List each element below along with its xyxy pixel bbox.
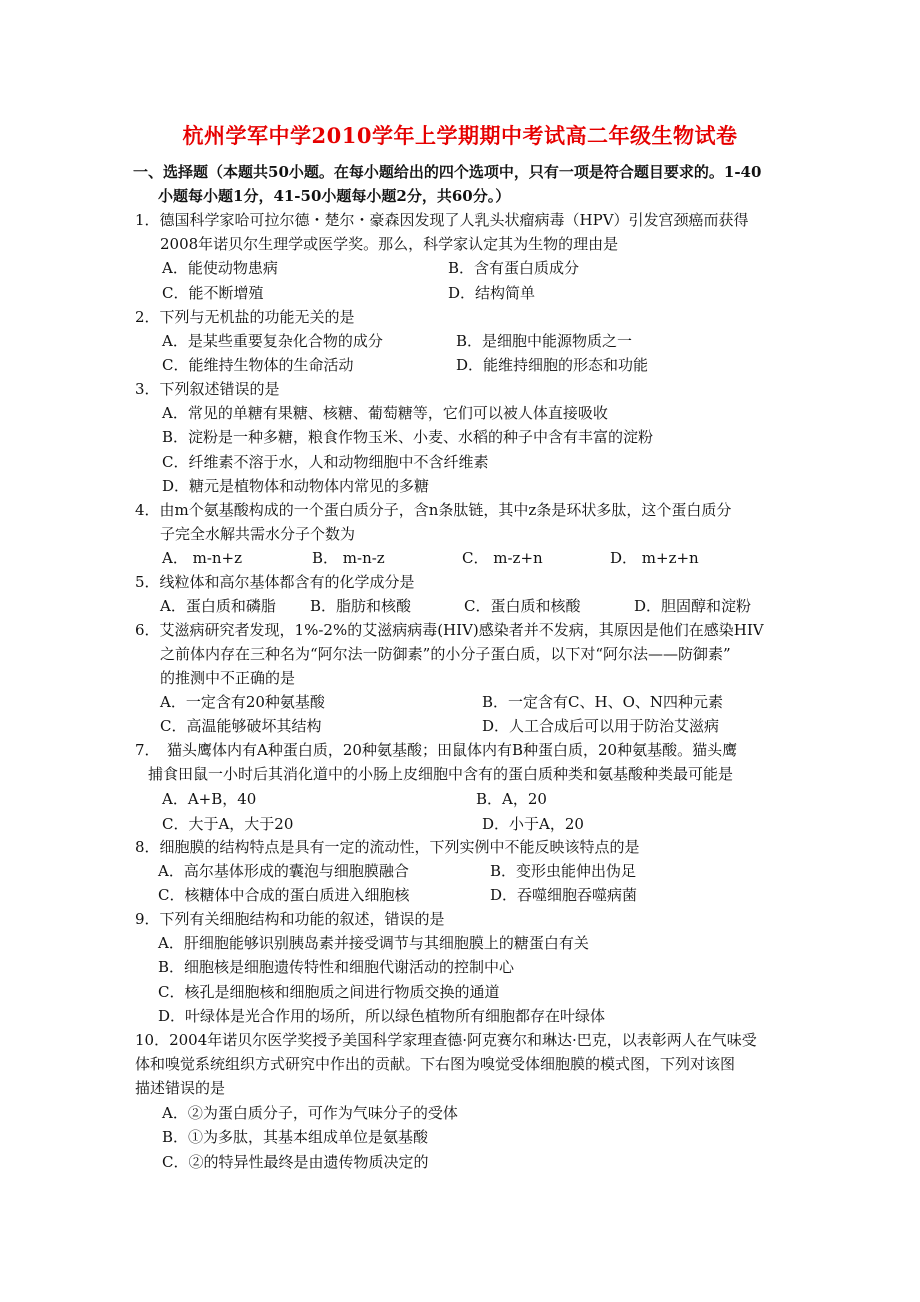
q4-stem-line2: 子完全水解共需水分子个数为 xyxy=(160,525,356,543)
q7-stem-line1: 7． 猫头鹰体内有A种蛋白质，20种氨基酸；田鼠体内有B种蛋白质，20种氨基酸。猫头鹰 xyxy=(135,741,738,759)
q4-stem-line1: 4．由m个氨基酸构成的一个蛋白质分子，含n条肽链，其中z条是环状多肽，这个蛋白质分 xyxy=(135,501,732,519)
q7-option-c: C．大于A，大于20 xyxy=(162,815,294,833)
section-heading-line2: 小题每小题1分，41-50小题每小题2分，共60分。） xyxy=(158,187,511,205)
q8-option-c: C．核糖体中合成的蛋白质进入细胞核 xyxy=(158,886,410,904)
q1-option-c: C．能不断增殖 xyxy=(162,284,264,302)
q2-option-d: D．能维持细胞的形态和功能 xyxy=(456,356,649,374)
q4-option-b: B． m-n-z xyxy=(312,549,385,567)
q8-stem-line1: 8．细胞膜的结构特点是具有一定的流动性，下列实例中不能反映该特点的是 xyxy=(135,838,640,856)
q5-option-d: D．胆固醇和淀粉 xyxy=(634,597,752,615)
q9-stem-line1: 9．下列有关细胞结构和功能的叙述，错误的是 xyxy=(135,910,445,928)
q10-option-a: A．②为蛋白质分子，可作为气味分子的受体 xyxy=(162,1104,458,1122)
q4-option-d: D． m+z+n xyxy=(610,549,699,567)
q9-option-b: B．细胞核是细胞遗传特性和细胞代谢活动的控制中心 xyxy=(158,958,515,976)
q7-stem-line2: 捕食田鼠一小时后其消化道中的小肠上皮细胞中含有的蛋白质种类和氨基酸种类最可能是 xyxy=(148,765,734,783)
q2-option-c: C．能维持生物体的生命活动 xyxy=(162,356,354,374)
page-title: 杭州学军中学2010学年上学期期中考试高二年级生物试卷 xyxy=(182,123,738,148)
q3-stem-line1: 3．下列叙述错误的是 xyxy=(135,380,280,398)
q5-option-b: B．脂肪和核酸 xyxy=(310,597,412,615)
q8-option-b: B．变形虫能伸出伪足 xyxy=(490,862,637,880)
section-heading xyxy=(133,160,793,208)
q10-option-b: B．①为多肽，其基本组成单位是氨基酸 xyxy=(162,1128,429,1146)
q1-option-d: D．结构简单 xyxy=(448,284,536,302)
q3-option-b: B．淀粉是一种多糖，粮食作物玉米、小麦、水稻的种子中含有丰富的淀粉 xyxy=(162,428,654,446)
q5-option-a: A．蛋白质和磷脂 xyxy=(160,597,276,615)
q9-option-d: D．叶绿体是光合作用的场所，所以绿色植物所有细胞都存在叶绿体 xyxy=(158,1007,606,1025)
q5-stem-line1: 5．线粒体和高尔基体都含有的化学成分是 xyxy=(135,573,415,591)
q7-option-a: A．A+B，40 xyxy=(162,790,257,808)
q6-option-b: B．一定含有C、H、O、N四种元素 xyxy=(482,693,724,711)
q4-option-a: A． m-n+z xyxy=(162,549,243,567)
q6-stem-line1: 6．艾滋病研究者发现，1%-2%的艾滋病病毒(HIV)感染者并不发病，其原因是他们在感染HIV xyxy=(135,621,764,639)
q9-option-c: C．核孔是细胞核和细胞质之间进行物质交换的通道 xyxy=(158,983,500,1001)
q10-stem-line2: 体和嗅觉系统组织方式研究中作出的贡献。下右图为嗅觉受体细胞膜的模式图，下列对该图 xyxy=(135,1055,736,1073)
q7-option-d: D．小于A，20 xyxy=(482,815,584,833)
q4-option-c: C． m-z+n xyxy=(462,549,543,567)
q1-stem-line1: 1．德国科学家哈可拉尔德・楚尔・豪森因发现了人乳头状瘤病毒（HPV）引发宫颈癌而获得 xyxy=(135,211,749,229)
q1-option-a: A．能使动物患病 xyxy=(162,259,278,277)
q8-option-d: D．吞噬细胞吞噬病菌 xyxy=(490,886,638,904)
section-heading-line1: 一、选择题（本题共50小题。在每小题给出的四个选项中，只有一项是符合题目要求的。1-40 xyxy=(133,163,762,181)
q6-stem-line3: 的推测中不正确的是 xyxy=(160,669,296,687)
q10-stem-line3: 描述错误的是 xyxy=(135,1079,226,1097)
q3-option-c: C．纤维素不溶于水，人和动物细胞中不含纤维素 xyxy=(162,453,489,471)
q6-option-c: C．高温能够破坏其结构 xyxy=(160,717,322,735)
q9-option-a: A．肝细胞能够识别胰岛素并接受调节与其细胞膜上的糖蛋白有关 xyxy=(158,934,589,952)
q10-stem-line1: 10．2004年诺贝尔医学奖授予美国科学家理查德·阿克赛尔和琳达·巴克，以表彰两人在气味受 xyxy=(135,1031,757,1049)
q2-option-b: B．是细胞中能源物质之一 xyxy=(456,332,633,350)
q6-option-a: A．一定含有20种氨基酸 xyxy=(160,693,325,711)
q5-option-c: C．蛋白质和核酸 xyxy=(464,597,581,615)
q3-option-a: A．常见的单糖有果糖、核糖、葡萄糖等，它们可以被人体直接吸收 xyxy=(162,404,608,422)
q6-option-d: D．人工合成后可以用于防治艾滋病 xyxy=(482,717,720,735)
q7-option-b: B．A，20 xyxy=(476,790,547,808)
q1-stem-line2: 2008年诺贝尔生理学或医学奖。那么，科学家认定其为生物的理由是 xyxy=(160,235,619,253)
q8-option-a: A．高尔基体形成的囊泡与细胞膜融合 xyxy=(158,862,409,880)
q3-option-d: D．糖元是植物体和动物体内常见的多糖 xyxy=(162,477,430,495)
q10-option-c: C．②的特异性最终是由遗传物质决定的 xyxy=(162,1153,429,1171)
q2-stem-line1: 2．下列与无机盐的功能无关的是 xyxy=(135,308,355,326)
q1-option-b: B．含有蛋白质成分 xyxy=(448,259,580,277)
q2-option-a: A．是某些重要复杂化合物的成分 xyxy=(162,332,383,350)
q6-stem-line2: 之前体内存在三种名为“阿尔法一防御素”的小分子蛋白质，以下对“阿尔法——防御素” xyxy=(160,645,731,663)
